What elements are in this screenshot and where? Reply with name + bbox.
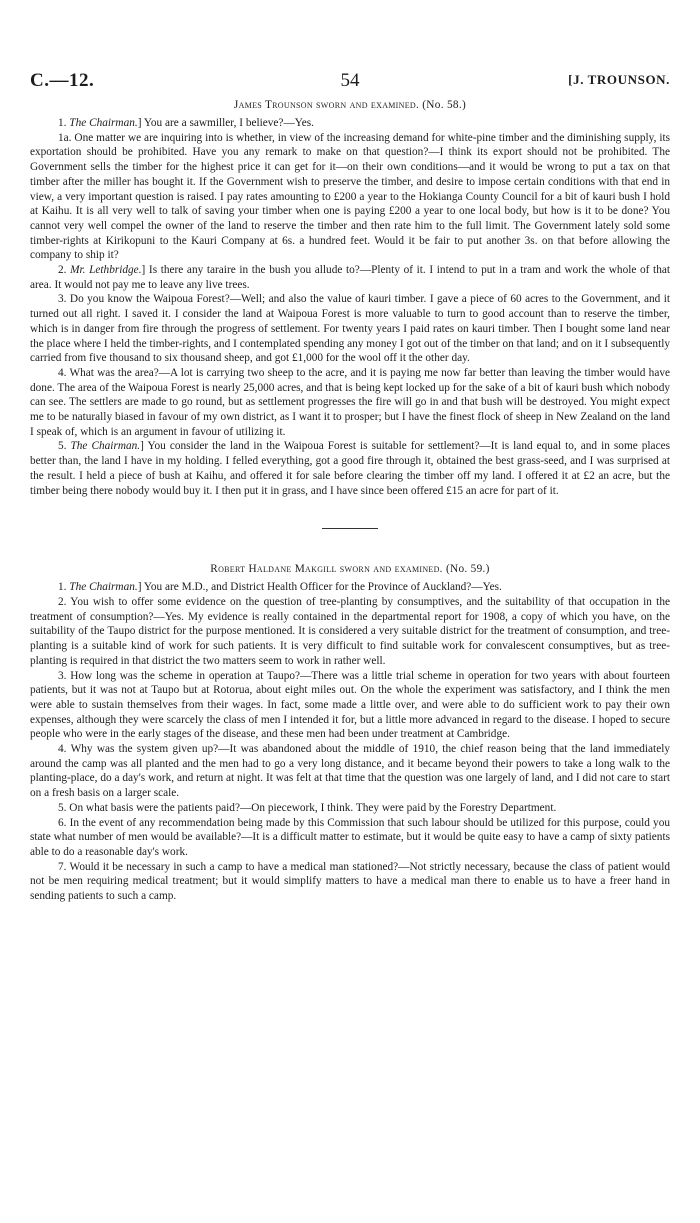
witness-heading <box>30 98 670 113</box>
speaker-name: The Chairman. <box>69 581 138 594</box>
speaker-name: Mr. Lethbridge. <box>70 264 142 277</box>
evidence-paragraph: 4. What was the area?—A lot is carrying two sheep to the acre, and it is paying me now far better than leaving the timber would have done. The area of the Waipoua Forest is nearly 25,000 acres, and that is being kept locked up for the sake of a bit of kauri bush which nobody can see. The settlers are made to go round, but as settlement progresses the fire will go in and that bush will be destroyed. You might expect me to be naturally biased in favour of my own district, as I want it to prosper; but I have the finest flock of sheep in New Zealand on the land I speak of, which is an argument in favour of utilizing it. <box>30 366 670 438</box>
page-header <box>30 70 670 96</box>
evidence-paragraph: 5. On what basis were the patients paid?—On piecework, I think. They were paid by the Forestry Department. <box>58 801 557 814</box>
evidence-paragraph: 7. Would it be necessary in such a camp to have a medical man stationed?—Not strictly necessary, because the class of patient would not be men requiring medical treatment; but it would simplify matters to have a medical man there to enable us to have a freer hand in sending patients to such a camp. <box>30 860 670 903</box>
witness-heading-text: Robert Haldane Makgill sworn and examined. <box>210 563 443 576</box>
page-number: 54 <box>340 70 360 91</box>
evidence-paragraph: 4. Why was the system given up?—It was abandoned about the middle of 1910, the chief reason being that the land immediately around the camp was all planted and the men had to go a very long distance, and it became beyond their powers to take a long walk to the planting-place, do a day's work, and return at night. It was felt at that time that the question was one largely of land, and I did not care to start on a fresh basis on a larger scale. <box>30 743 670 800</box>
report-code: C.—12. <box>30 70 95 91</box>
running-head: [J. TROUNSON. <box>568 72 670 87</box>
evidence-paragraph: 6. In the event of any recommendation being made by this Commission that such labour should be utilized for this purpose, could you state what number of men would be available?—It is a difficult matter to estimate, but it would be quite easy to have a camp of sixty patients able to do a reasonable day's work. <box>30 816 670 858</box>
evidence-paragraph: 5. The Chairman.] You consider the land in the Waipoua Forest is suitable for settlement?—It is land equal to, and in some places better than, the land I have in my holding. I felled everything, got a good fire through it, obtained the best grass-seed, and I was surprised at the result. I held a piece of bush at Kaihu, and offered it for sale before clearing the timber off my land. I offered it at £2 an acre, but the timber being there nobody would buy it. I then put it in grass, and I have since been offered £15 an acre for part of it. <box>30 440 670 497</box>
speaker-name: The Chairman. <box>69 117 138 129</box>
witness-number: (No. 58.) <box>422 99 467 111</box>
speaker-name: The Chairman. <box>70 440 141 453</box>
page-content <box>30 98 670 904</box>
evidence-paragraph: 2. You wish to offer some evidence on the question of tree-planting by consumptives, and the suitability of that occupation in the treatment of consumption?—Yes. My evidence is really contained in the departmental report for 1908, a copy of which you have, on the suitability of the Taupo district for the purpose mentioned. It is considered a very suitable district for the treatment of consumption, and tree-planting is a suitable kind of work for such patients. It is very difficult to find suitable work for convalescent consumptives, but as tree-planting is required in that district the two matters seem to work in rather well. <box>30 595 670 667</box>
witness-heading-text: James Trounson sworn and examined. <box>233 99 420 111</box>
evidence-paragraph: 1. The Chairman.] You are a sawmiller, I believe?—Yes. <box>58 117 315 129</box>
witness-number: (No. 59.) <box>445 563 490 576</box>
evidence-paragraph: 1. The Chairman.] You are M.D., and District Health Officer for the Province of Auckland?—Yes. <box>58 581 502 594</box>
evidence-paragraph: 3. Do you know the Waipoua Forest?—Well; and also the value of kauri timber. I gave a piece of 60 acres to the Government, and it turned out all right. I saved it. I consider the land at Waipoua Forest is more valuable to turn to good account than to reserve the timber, which is in danger from fire through the progress of settlement. For twenty years I paid rates on kauri timber. Then I bought some land near the place where I held the timber-rights, and I contemplated spending any money I got out of the timber on that land; and on it I subsequently carried from five thousand to six thousand sheep, and got £1,000 for the wool off it the other day. <box>30 293 670 365</box>
section-divider <box>322 528 378 529</box>
evidence-paragraph: 1a. One matter we are inquiring into is whether, in view of the increasing demand for white-pine timber and the diminishing supply, its exportation should be prohibited. Have you any remark to make on that question?—I think its export should not be prohibited. The Government sells the timber for the highest price it can get for it—on their own conditions—and it would be wrong to put a tax on that timber after the miller has bought it. If the Government wish to preserve the timber, and desire to impose certain conditions with that end in view, a very important question is raised. I pay rates amounting to £200 a year to the Hokianga County Council for a bit of kauri bush I hold at Kaihu. It is all very well to talk of saving your timber when one is paying £200 a year to one local body, but how is it to be done? You cannot very well compel the owner of the land to reserve the timber and then rate him to the full limit. The Government lately sold some timber-rights at Kirikopuni to the Kauri Company at 6s. a hundred feet. Would it be fair to put another 3s. on that before allowing the company to ship it? <box>30 131 670 262</box>
evidence-paragraph: 3. How long was the scheme in operation at Taupo?—There was a little trial scheme in operation for two years with about fourteen patients, but it was not at Taupo but at Rotorua, about eight miles out. On the whole the experiment was satisfactory, and I think the men were able to sustain themselves from their wages. In fact, some made a little over, and were able to do sufficient work to pay their own expenses, although they were scarcely the class of men I intended it for, but a little more advanced in regard to the disease. I hoped to secure people who were in the early stages of the disease, and these men had been under treatment at Cambridge. <box>30 669 670 741</box>
witness-heading <box>30 562 670 577</box>
evidence-paragraph: 2. Mr. Lethbridge.] Is there any taraire in the bush you allude to?—Plenty of it. I intend to put in a tram and work the whole of that area. It would not pay me to leave any live trees. <box>30 264 670 291</box>
